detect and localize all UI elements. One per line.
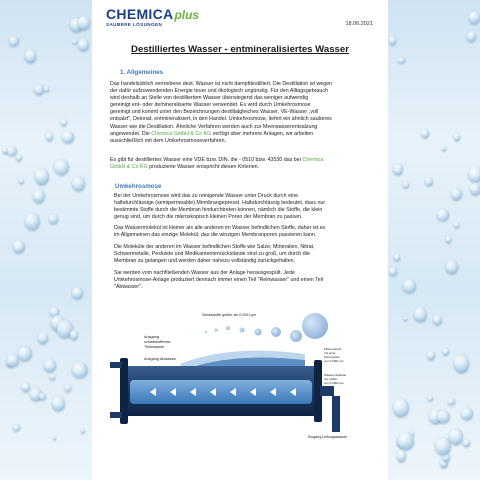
water-drop [53, 436, 56, 439]
water-drop [446, 260, 459, 274]
paragraph-allgemeines-2 [110, 157, 371, 171]
document-date: 18.06.2021 [345, 21, 373, 27]
water-drop [397, 450, 407, 462]
section-heading-umkehrosmose: Umkehrosmose [115, 183, 162, 190]
water-drop [25, 213, 40, 230]
text-line: wird deshalb an Stelle von destilliertem Wasser überwiegend das weniger aufwendig [110, 95, 309, 102]
label-filter-2: mit einer [324, 351, 336, 355]
text-fragment: verfügt über mehrere Anlagen, wir arbeiten [211, 130, 314, 137]
paragraph-umkehrosmose-1 [114, 193, 370, 221]
label-wasser-1: Wassermoleküle [324, 373, 347, 377]
water-drop [34, 84, 44, 96]
water-drop [16, 154, 22, 161]
company-name: Chemica GmbH & Co KG [151, 130, 212, 137]
company-name: GmbH & Co KG [110, 164, 148, 171]
label-ausgang-trinkwasser-1: Ausgang [144, 335, 159, 339]
water-drop [54, 159, 69, 175]
water-drop [448, 398, 454, 406]
text-line: halbdurchlässige (semipermeable) Membrangepresst. Halbdurchlässig bedeutet, dass nur [114, 200, 326, 207]
water-drop [46, 132, 54, 141]
water-drop [404, 317, 407, 321]
water-drop [9, 36, 18, 46]
label-filter-3: Porengröße [324, 355, 340, 359]
text-fragment: produzierte Wasser entspricht diesen Kriterien. [147, 164, 260, 171]
water-drop [428, 396, 434, 402]
company-logo [106, 6, 199, 27]
paragraph-umkehrosmose-4 [114, 270, 370, 291]
logo-main-text: CHEMICA [106, 6, 174, 22]
water-drop [25, 49, 36, 63]
label-schadstoffe: Schadstoffe größer als 0,0001 µm [202, 313, 257, 317]
text-line: der dafür aufzuwendenden Energie teuer und ökologisch ungünstig. Für den Alltagsgebrauch [110, 88, 328, 95]
water-drop [470, 183, 480, 195]
label-ausgang-trinkwasser-2: schadstofffreies [144, 340, 171, 344]
paragraph-umkehrosmose-3 [114, 244, 370, 265]
water-drop [451, 188, 462, 200]
contaminant-bubble [226, 326, 230, 330]
water-drop [61, 119, 68, 126]
water-drop [35, 168, 49, 185]
water-drop [44, 86, 49, 92]
label-filter-4: von 0,0001 µm [324, 359, 344, 363]
water-drop [425, 177, 433, 186]
text-line: im Allgemeinen das einzige Molekül, das die winzigen Membranporen passieren kann. [114, 232, 317, 239]
water-drop [454, 133, 460, 140]
contaminant-bubble [271, 327, 281, 337]
water-drop [73, 40, 77, 44]
water-drop [22, 382, 31, 392]
water-drop [467, 31, 476, 42]
text-line: ausschließlich mit dem Umkehrosmoseverfahren. [110, 137, 226, 144]
water-drop [19, 178, 25, 184]
water-drop [13, 240, 25, 253]
water-drop [461, 407, 473, 420]
text-line: gereinigt und kommt unter den Bezeichnungen destillatgleiches Wasser, VE-Wasser „voll [110, 109, 319, 116]
logo-tagline: SAUBERE LÖSUNGEN [106, 22, 163, 27]
label-wasser-3: von 0,0001 µm [324, 381, 344, 385]
water-drop [398, 432, 414, 451]
text-line [110, 164, 371, 171]
contaminant-bubble [255, 329, 262, 336]
text-line: bestimmte Stoffe durch die Membran hindurchtreten können, nämlich die Stoffe, die klein [114, 207, 323, 214]
water-drop [403, 279, 416, 293]
label-eingang-leitungswasser: Eingang Leitungswasser [308, 435, 348, 439]
water-drop [414, 307, 427, 322]
text-fragment: Es gibt für destilliertes Wasser eine VDE bzw. DIN. die - 0510 bzw. 43530 das bei [110, 157, 301, 163]
water-drop [394, 254, 400, 261]
water-drop [398, 57, 404, 63]
paragraph-allgemeines-1 [110, 81, 371, 145]
water-drop [62, 131, 73, 144]
water-drop [78, 16, 90, 30]
water-drop [421, 129, 429, 137]
water-drop [403, 182, 409, 188]
water-drop [433, 315, 441, 325]
text-line: "Abwasser". [114, 284, 143, 291]
text-line [110, 157, 371, 164]
text-line: Bei der Umkehrosmose wird das zu reinigende Wasser unter Druck durch eine [114, 193, 299, 199]
inlet-pipe-down [332, 396, 340, 432]
label-ausgang-abwasser: Ausgang Abwasser [144, 357, 177, 361]
label-ausgang-trinkwasser-3: Trinkwasser [144, 345, 165, 349]
water-drop [78, 39, 89, 51]
logo-plus-text: plus [174, 8, 200, 22]
text-fragment: angewendet. Die [110, 130, 150, 137]
text-line: Sie werden vom nachfließenden Wasser aus der Anlage herausgespült. Jede [114, 270, 295, 276]
text-line: Wasser wie die Destillation. Ähnliche Verfahren werden auch zur Meerwasserentsalzung [110, 123, 318, 130]
reverse-osmosis-diagram [110, 310, 370, 448]
label-wasser-2: nur größe [324, 377, 338, 381]
water-drop [443, 348, 450, 355]
contaminant-bubble [240, 328, 245, 333]
water-drop [39, 393, 46, 401]
water-drop [52, 396, 65, 411]
water-drop [7, 146, 18, 157]
water-drops-border-left [0, 0, 92, 480]
inlet-pipe [320, 386, 334, 396]
water-drop [393, 163, 404, 175]
water-drop [70, 330, 78, 340]
water-drop [454, 222, 460, 228]
water-drop [7, 354, 19, 367]
contaminant-bubble [290, 330, 302, 342]
water-drop [468, 167, 480, 182]
water-drop [437, 410, 450, 423]
contaminant-bubble [302, 313, 328, 339]
water-drop [44, 359, 56, 371]
water-drop [13, 424, 20, 431]
water-drop [81, 429, 85, 433]
contaminant-bubble [214, 328, 217, 331]
water-drop [38, 332, 48, 344]
text-line: Die Moleküle der anderen im Wasser befindlichen Stoffe wie Salze, Mineralien, Nitrat, [114, 244, 315, 250]
water-drop [72, 362, 88, 378]
text-line: Schwermetalle, Pestizide und Medikamentenrückstände sind zu groß, um durch die [114, 251, 310, 258]
water-drop [463, 439, 470, 447]
water-channel [130, 380, 312, 404]
outlet-pipe-trinkwasser [110, 362, 122, 368]
water-drop [50, 374, 55, 379]
text-line [110, 131, 371, 138]
text-line: Umkehrosmose-Anlage produziert dennach immer einen Teil "Reinwasser" und einen Teil [114, 277, 324, 284]
water-drop [72, 176, 85, 191]
text-line: genug sind, um durch die mikroskopisch kleinen Poren der Membran zu passen. [114, 214, 303, 221]
contaminant-bubble [205, 331, 207, 333]
water-drop [427, 351, 435, 360]
water-drop [389, 267, 397, 276]
water-drop [442, 146, 446, 151]
water-drop [49, 214, 58, 223]
water-drop [65, 384, 72, 392]
water-drop [393, 398, 409, 416]
paragraph-umkehrosmose-2 [114, 225, 370, 239]
company-name: Chemica [302, 157, 324, 163]
water-drop [446, 236, 451, 243]
text-line: Das Wassermolekül ist kleiner als alle anderen im Wasser befindlichen Stoffe, daher ist es [114, 225, 326, 231]
section-heading-allgemeines: 1. Allgemeines [120, 69, 164, 76]
water-drop [449, 428, 463, 445]
text-line: Membran zu gelangen und werden daher nahezu vollständig zurückgehalten. [114, 258, 296, 265]
outlet-pipe-abwasser [110, 412, 122, 418]
label-filter-1: Filtermaterial [324, 347, 342, 351]
text-line: Das handelsüblich vertriebene dest. Wasser ist nicht dampfdestilliert. Die Destillation ist wegen [110, 81, 333, 87]
text-line: entsalzt", Deionat, entmineralisiert, in den Handel. Umkehrosmose, liefert ein ähnlich sauberes [110, 116, 332, 123]
water-drop [389, 36, 396, 44]
water-drops-border-right [388, 0, 480, 480]
water-drop [18, 346, 31, 361]
document-title: Destilliertes Wasser - entmineralisiertes Wasser [131, 44, 349, 55]
water-drop [33, 189, 45, 203]
water-drop [437, 209, 449, 221]
water-drop [72, 287, 83, 298]
text-line: gereinigt ent- oder demineralisierte Wasser verwendet. Es wird durch Umkehrosmose [110, 102, 311, 109]
water-drop [469, 11, 480, 24]
water-drop [454, 354, 470, 373]
